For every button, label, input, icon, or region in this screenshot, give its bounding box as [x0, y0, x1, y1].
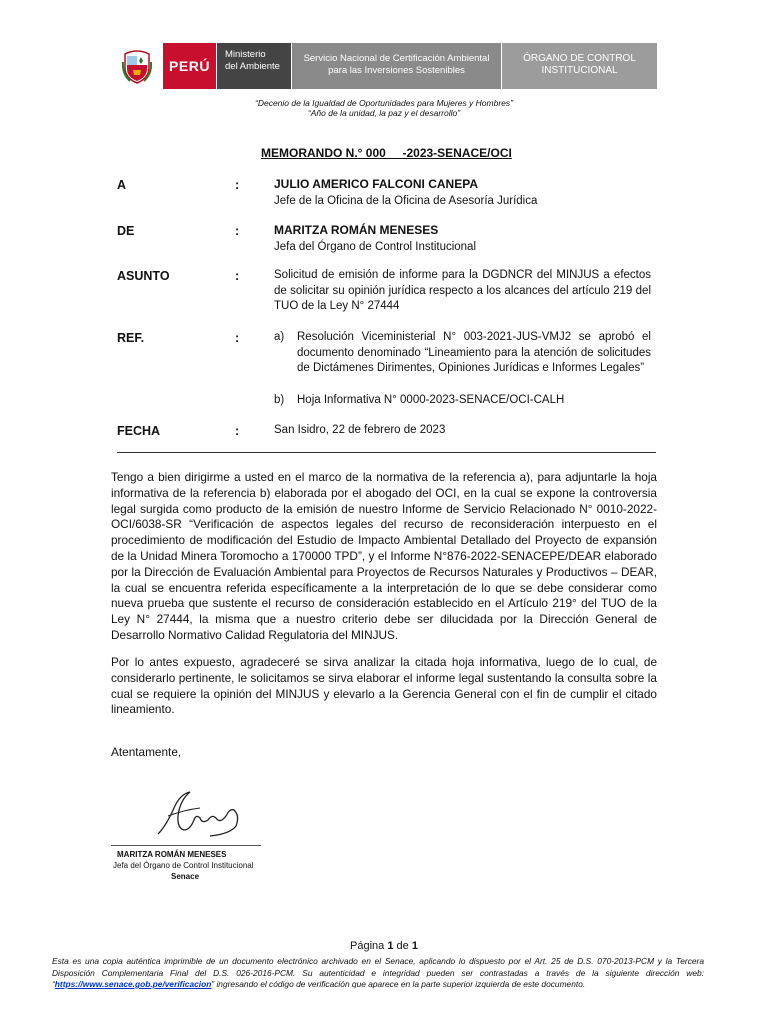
- footer-text-after: ” ingresando el código de verificación que aparece en la parte superior izquierda de este documento.: [211, 979, 586, 989]
- memo-title: MEMORANDO N.° 000 -2023-SENACE/OCI: [261, 146, 512, 160]
- header-banner: [111, 43, 657, 89]
- signature-line: [111, 845, 261, 846]
- footer-text-before: Esta es una copia auténtica imprimible de un documento electrónico archivado en el Senace, aplicando lo dispuesto por el Art. 25 de D.S. 070-2013-PCM y la Tercera Disposición Complementaria Final del D.S. 026-2016-PCM. Su autenticidad e integridad pueden ser contrastadas a través de la siguiente dirección web: “: [52, 956, 704, 989]
- handwritten-signature: [150, 786, 260, 842]
- ref-b-marker: b): [274, 394, 285, 406]
- date-label: FECHA: [117, 424, 161, 438]
- motto-decade: “Decenio de la Igualdad de Oportunidades para Mujeres y Hombres”: [255, 98, 513, 108]
- body-paragraph-1: Tengo a bien dirigirme a usted en el marco de la normativa de la referencia a), para adjuntarle la hoja informativa de la referencia b) elaborada por el abogado del OCI, en la cual se expone la controversia legal surgida como producto de la emisión de nuestro Informe de Servicio Relacionado N° 0010-2022-OCI/6038-SR “Verificación de aspectos legales del recurso de reconsideración interpuesto en el procedimiento de modificación del Estudio de Impacto Ambiental Detallado del Proyecto de expansión de la Unidad Minera Toromocho a 170000 TPD”, y el Informe N°876-2022-SENACEPE/DEAR elaborado por la Dirección de Evaluación Ambiental para Proyectos de Recursos Naturales y Productivos – DEAR, la cual se encuentra referida específicamente a la interpretación de lo que se debe considerar como nueva prueba que sustente el recurso de consideración establecido en el Artículo 219° del TUO de la Ley N° 27444, la misma que a nuestro criterio debe ser dilucidada por la Dirección General de Desarrollo Normativo Calidad Regulatoria del MINJUS.: [111, 470, 657, 642]
- office-label: [501, 43, 657, 89]
- ministry-label: [216, 43, 291, 89]
- to-label: A: [117, 178, 127, 192]
- to-name: JULIO AMERICO FALCONI CANEPA: [274, 177, 479, 191]
- ref-label: REF.: [117, 331, 145, 345]
- signer-role: Jefa del Órgano de Control Institucional: [113, 861, 254, 870]
- verification-link[interactable]: https://www.senace.gob.pe/verificacion: [54, 979, 212, 989]
- entity-line-2: para las Inversiones Sostenibles: [328, 65, 465, 76]
- ministry-line-1: Ministerio: [225, 49, 266, 60]
- page-number: [0, 940, 768, 952]
- body-paragraph-2: Por lo antes expuesto, agradeceré se sirva analizar la citada hoja informativa, luego de lo cual, de considerarlo pertinente, le solicitamos se sirva elaborar el informe legal sustentando la consulta sobre la cual se requiere la opinión del MINJUS y elevarlo a la Gerencia General con el fin de cumplir el citado lineamiento.: [111, 655, 657, 717]
- entity-label: [291, 43, 501, 89]
- from-name: MARITZA ROMÁN MENESES: [274, 223, 439, 237]
- closing: Atentamente,: [111, 745, 182, 759]
- page-prefix: Página: [350, 940, 388, 952]
- subject-colon: :: [235, 269, 240, 283]
- ref-b-text: Hoja Informativa N° 0000-2023-SENACE/OCI-CALH: [297, 394, 565, 406]
- office-line-1: ÓRGANO DE CONTROL: [523, 53, 636, 64]
- from-value: [274, 223, 476, 255]
- entity-line-1: Servicio Nacional de Certificación Ambiental: [303, 53, 490, 64]
- to-colon: :: [235, 178, 240, 192]
- date-colon: :: [235, 424, 240, 438]
- ref-a-text: Resolución Viceministerial N° 003-2021-JUS-VMJ2 se aprobó el documento denominado “Lineamiento para la atención de solicitudes de Dictámenes Dirimentes, Opiniones Jurídicas e Informes Legales”: [297, 331, 651, 374]
- coat-of-arms-logo: [111, 43, 163, 89]
- date-text: San Isidro, 22 de febrero de 2023: [274, 424, 446, 436]
- from-colon: :: [235, 224, 240, 238]
- page-total: 1: [411, 940, 418, 952]
- to-role: Jefe de la Oficina de la Oficina de Asesoría Jurídica: [274, 194, 538, 207]
- to-value: [274, 177, 537, 209]
- motto-year: “Año de la unidad, la paz y el desarrollo”: [307, 108, 461, 118]
- office-line-2: INSTITUCIONAL: [541, 65, 618, 76]
- subject-label: ASUNTO: [117, 269, 170, 283]
- signer-name: MARITZA ROMÁN MENESES: [117, 850, 227, 859]
- ministry-line-2: del Ambiente: [225, 61, 280, 72]
- from-role: Jefa del Órgano de Control Institucional: [274, 240, 477, 253]
- page-current: 1: [387, 940, 394, 952]
- separator-line: [117, 452, 656, 453]
- ref-a-marker: a): [274, 331, 285, 343]
- page-middle: de: [393, 940, 412, 952]
- footer-notice: [52, 956, 704, 991]
- country-label: PERÚ: [163, 43, 216, 89]
- ref-colon: :: [235, 331, 240, 345]
- subject-text: Solicitud de emisión de informe para la DGDNCR del MINJUS a efectos de solicitar su opinión jurídica respecto a los alcances del artículo 219 del TUO de la Ley N° 27444: [274, 269, 651, 312]
- from-label: DE: [117, 224, 135, 238]
- signer-org: Senace: [171, 872, 200, 881]
